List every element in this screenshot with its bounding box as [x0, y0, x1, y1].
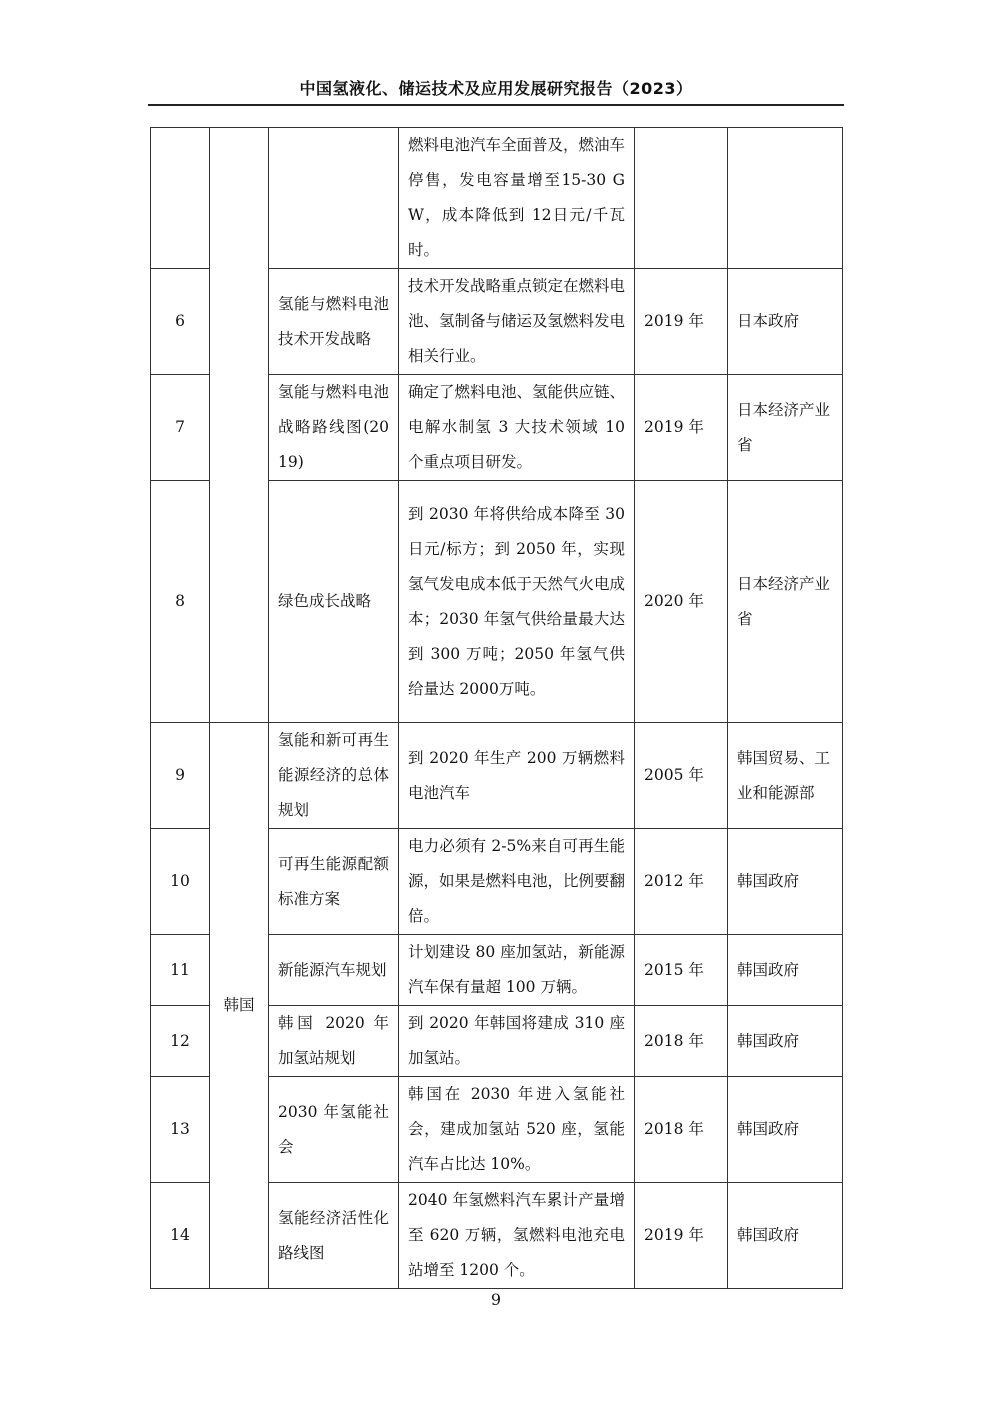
row-number: 12	[151, 1006, 210, 1077]
policy-year: 2020 年	[635, 481, 728, 723]
policy-content: 到 2030 年将供给成本降至 30 日元/标方；到 2050 年，实现氢气发电成本低于天然气火电成本；2030 年氢气供给量最大达到 300 万吨；2050 年氢气供给量达 2000万吨。	[399, 481, 635, 723]
policy-name: 绿色成长战略	[269, 481, 399, 723]
page-number: 9	[490, 1290, 502, 1309]
table-row	[151, 723, 843, 829]
policy-name: 可再生能源配额标准方案	[269, 829, 399, 935]
policy-issuer: 日本经济产业省	[728, 375, 843, 481]
policy-year: 2012 年	[635, 829, 728, 935]
policy-name	[269, 128, 399, 269]
policy-year: 2018 年	[635, 1077, 728, 1183]
policy-content: 确定了燃料电池、氢能供应链、电解水制氢 3 大技术领域 10 个重点项目研发。	[399, 375, 635, 481]
row-number: 14	[151, 1183, 210, 1289]
policy-issuer: 韩国政府	[728, 1183, 843, 1289]
row-number: 6	[151, 269, 210, 375]
country-cell-japan	[210, 128, 269, 723]
row-number: 9	[151, 723, 210, 829]
policy-issuer: 韩国政府	[728, 829, 843, 935]
row-number: 7	[151, 375, 210, 481]
policy-content: 技术开发战略重点锁定在燃料电池、氢制备与储运及氢燃料发电相关行业。	[399, 269, 635, 375]
row-number: 11	[151, 935, 210, 1006]
policy-year: 2018 年	[635, 1006, 728, 1077]
header-divider	[148, 104, 844, 106]
policy-year: 2019 年	[635, 1183, 728, 1289]
policy-year: 2019 年	[635, 375, 728, 481]
policy-name: 氢能与燃料电池技术开发战略	[269, 269, 399, 375]
policy-name: 新能源汽车规划	[269, 935, 399, 1006]
country-cell-korea: 韩国	[210, 723, 269, 1289]
policy-content: 计划建设 80 座加氢站，新能源汽车保有量超 100 万辆。	[399, 935, 635, 1006]
page-header-title: 中国氢液化、储运技术及应用发展研究报告（2023）	[299, 79, 693, 98]
policy-name: 2030 年氢能社会	[269, 1077, 399, 1183]
policy-name: 氢能与燃料电池战略路线图(2019)	[269, 375, 399, 481]
policy-issuer: 韩国政府	[728, 935, 843, 1006]
policy-issuer	[728, 128, 843, 269]
policy-table	[150, 127, 843, 1289]
policy-content: 韩国在 2030 年进入氢能社会，建成加氢站 520 座，氢能汽车占比达 10%。	[399, 1077, 635, 1183]
policy-content: 到 2020 年韩国将建成 310 座加氢站。	[399, 1006, 635, 1077]
policy-content: 到 2020 年生产 200 万辆燃料电池汽车	[399, 723, 635, 829]
policy-year: 2015 年	[635, 935, 728, 1006]
row-number: 8	[151, 481, 210, 723]
policy-issuer: 韩国政府	[728, 1006, 843, 1077]
policy-year: 2005 年	[635, 723, 728, 829]
row-number: 13	[151, 1077, 210, 1183]
row-number: 10	[151, 829, 210, 935]
policy-name: 韩国 2020 年加氢站规划	[269, 1006, 399, 1077]
policy-issuer: 日本政府	[728, 269, 843, 375]
row-number	[151, 128, 210, 269]
policy-year: 2019 年	[635, 269, 728, 375]
policy-name: 氢能和新可再生能源经济的总体规划	[269, 723, 399, 829]
table-row	[151, 128, 843, 269]
policy-content: 2040 年氢燃料汽车累计产量增至 620 万辆，氢燃料电池充电站增至 1200 个。	[399, 1183, 635, 1289]
policy-issuer: 日本经济产业省	[728, 481, 843, 723]
policy-content: 燃料电池汽车全面普及，燃油车停售，发电容量增至15-30 GW，成本降低到 12日元/千瓦时。	[399, 128, 635, 269]
policy-name: 氢能经济活性化路线图	[269, 1183, 399, 1289]
policy-issuer: 韩国贸易、工业和能源部	[728, 723, 843, 829]
policy-issuer: 韩国政府	[728, 1077, 843, 1183]
policy-year	[635, 128, 728, 269]
policy-content: 电力必须有 2-5%来自可再生能源，如果是燃料电池，比例要翻倍。	[399, 829, 635, 935]
